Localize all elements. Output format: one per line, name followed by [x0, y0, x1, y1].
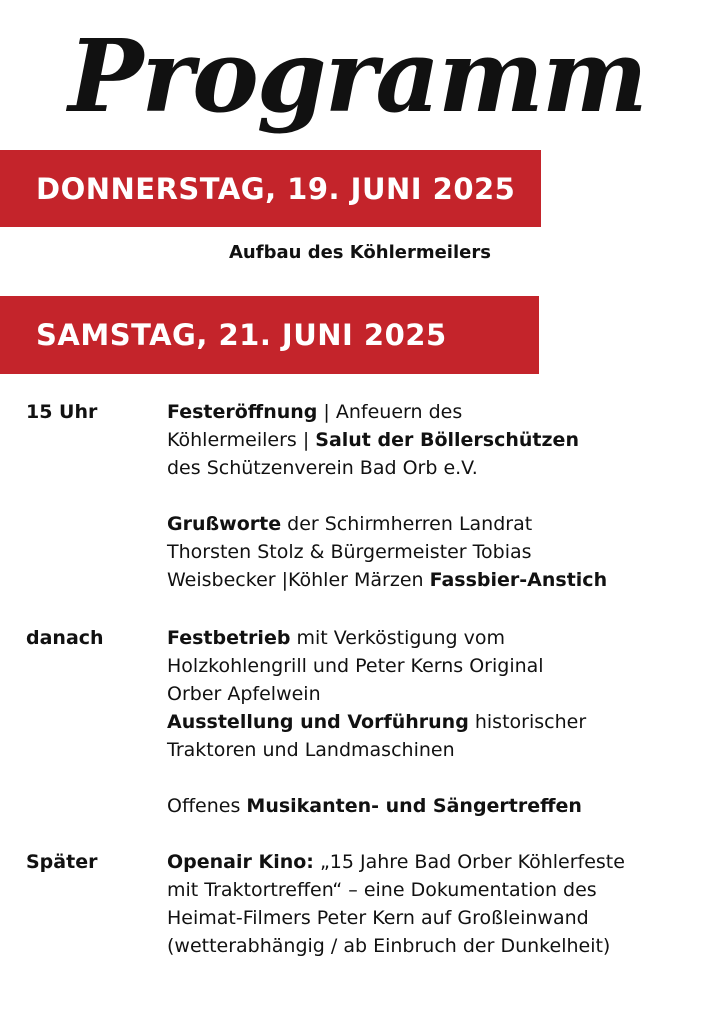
entry-time: Später [26, 851, 98, 873]
highlight-text: Ausstellung und Vorführung [167, 711, 469, 733]
highlight-text: Grußworte [167, 513, 282, 535]
description-text: Heimat-Filmers Peter Kern auf Großleinwand [167, 907, 589, 929]
description-text: „15 Jahre Bad Orber Köhlerfeste [313, 851, 625, 873]
highlight-text: Salut der Böllerschützen [315, 429, 579, 451]
setup-item: Aufbau des Köhlermeilers [229, 242, 491, 263]
description-text: Offenes [167, 795, 247, 817]
description-text: Köhlermeilers | [167, 429, 316, 451]
description-text: Holzkohlengrill und Peter Kerns Original [167, 655, 544, 677]
description-text: Orber Apfelwein [167, 683, 321, 705]
description-text: historischer [468, 711, 587, 733]
entry-time: danach [26, 627, 104, 649]
day-banner-saturday [0, 296, 539, 374]
entry-time: 15 Uhr [26, 401, 98, 423]
day-heading-thursday: DONNERSTAG, 19. JUNI 2025 [36, 171, 516, 206]
description-text: Weisbecker |Köhler Märzen [167, 569, 430, 591]
description-text: des Schützenverein Bad Orb e.V. [167, 457, 478, 479]
entry-description [167, 398, 707, 594]
entry-description [167, 624, 707, 820]
description-text: Traktoren und Landmaschinen [167, 739, 455, 761]
highlight-text: Festbetrieb [167, 627, 291, 649]
highlight-text: Openair Kino: [167, 851, 314, 873]
description-text: (wetterabhängig / ab Einbruch der Dunkelheit) [167, 935, 611, 957]
description-text: | Anfeuern des [317, 401, 463, 423]
highlight-text: Fassbier-Anstich [429, 569, 608, 591]
description-text: mit Verköstigung vom [290, 627, 505, 649]
highlight-text: Festeröffnung [167, 401, 318, 423]
day-heading-saturday: SAMSTAG, 21. JUNI 2025 [36, 318, 447, 352]
entry-description [167, 848, 707, 960]
page-title: Programm [68, 17, 646, 135]
description-text: Thorsten Stolz & Bürgermeister Tobias [167, 541, 532, 563]
highlight-text: Musikanten- und Sängertreffen [246, 795, 582, 817]
description-text: der Schirmherren Landrat [281, 513, 533, 535]
description-text: mit Traktortreffen“ – eine Dokumentation des [167, 879, 597, 901]
day-banner-thursday [0, 150, 541, 227]
